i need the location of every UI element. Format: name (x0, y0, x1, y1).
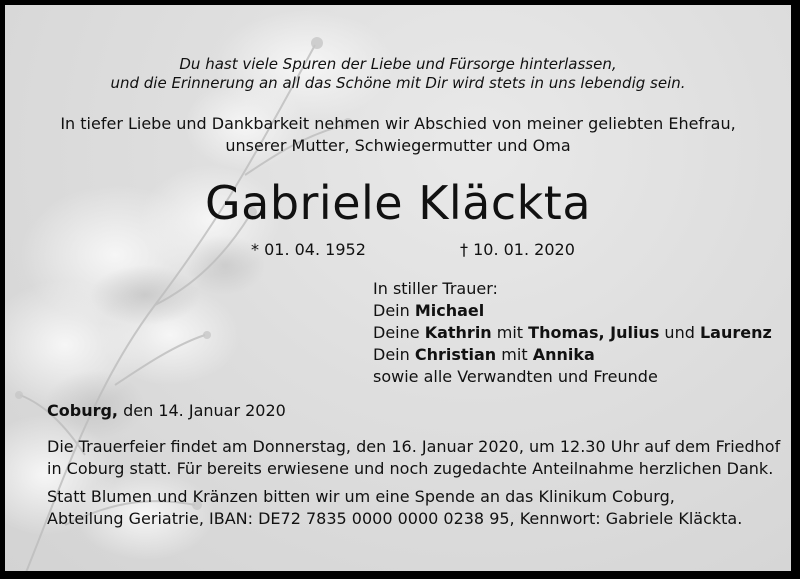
mourner-name: Annika (532, 345, 595, 364)
mourner-name: Laurenz (699, 323, 772, 342)
mourners-line-2 (373, 322, 772, 344)
obituary-card (3, 3, 793, 573)
quote-line-2: und die Erinnerung an all das Schöne mit Dir wird stets in uns lebendig sein. (110, 74, 686, 92)
quote-line-1: Du hast viele Spuren der Liebe und Fürsorge hinterlassen, (179, 55, 617, 73)
mourners-prefix: Dein (373, 301, 415, 320)
mourners-line-1 (373, 300, 484, 322)
donation-line-2: Abteilung Geriatrie, IBAN: DE72 7835 0000 0000 0238 95, Kennwort: Gabriele Kläckta. (47, 509, 743, 528)
place-date (47, 400, 286, 422)
donation-line-1: Statt Blumen und Kränzen bitten wir um eine Spende an das Klinikum Coburg, (47, 487, 675, 506)
mourners-heading: In stiller Trauer: (373, 279, 498, 298)
funeral-line-1: Die Trauerfeier findet am Donnerstag, den 16. Januar 2020, um 12.30 Uhr auf dem Friedhof (47, 437, 781, 456)
death-date: † 10. 01. 2020 (460, 240, 575, 259)
deceased-name: Gabriele Kläckta (204, 176, 592, 230)
funeral-line-2: in Coburg statt. Für bereits erwiesene und noch zugedachte Anteilnahme herzlichen Dank. (47, 459, 774, 478)
mourners-connector: mit (496, 345, 533, 364)
mourner-name: Thomas, Julius (528, 323, 660, 342)
mourners-line-4: sowie alle Verwandten und Freunde (373, 367, 658, 386)
date: den 14. Januar 2020 (118, 401, 286, 420)
mourners-prefix: Dein (373, 345, 415, 364)
mourners-connector: mit (491, 323, 529, 342)
place: Coburg, (47, 401, 118, 420)
intro-line-1: In tiefer Liebe und Dankbarkeit nehmen wir Abschied von meiner geliebten Ehefrau, (60, 114, 736, 133)
mourners-connector: und (659, 323, 700, 342)
mourners-line-3 (373, 344, 595, 366)
mourner-name: Michael (414, 301, 485, 320)
mourner-name: Kathrin (424, 323, 492, 342)
intro-line-2: unserer Mutter, Schwiegermutter und Oma (225, 136, 571, 155)
mourner-name: Christian (414, 345, 497, 364)
mourners-prefix: Deine (373, 323, 425, 342)
birth-date: * 01. 04. 1952 (251, 240, 366, 259)
